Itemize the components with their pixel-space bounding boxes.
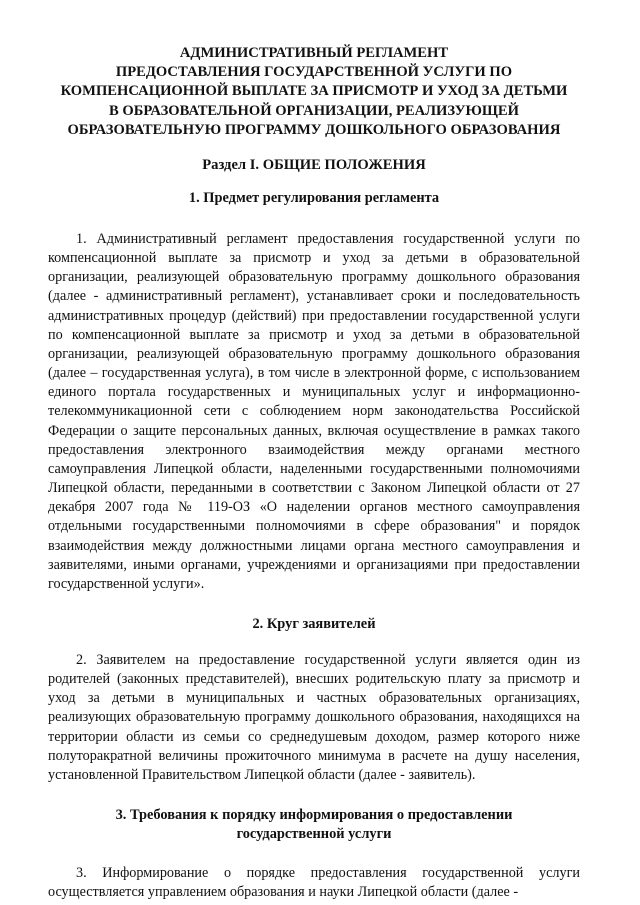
paragraph: 2. Заявителем на предоставление государственной услуги является один из родителей (законных представителей), внесших родительскую плату за присмотр и уход за детьми в муниципальных и частных образовательных организациях, реализующих образовательную программу дошкольного образования, находящихся на территории области из семьи со среднедушевым доходом, размер которого ниже полуторакратной величины прожиточного минимума в расчете на душу населения, установленной Правительством Липецкой области (далее - заявитель).	[48, 651, 580, 783]
paragraph: 1. Административный регламент предоставления государственной услуги по компенсационной выплате за присмотр и уход за детьми в образовательной организации, реализующей образовательную программу дошкольного образования (далее - административный регламент), устанавливает сроки и последовательность административных процедур (действий) при предоставлении государственной услуги по компенсационной выплате за присмотр и уход за детьми в образовательной организации, реализующей образовательную программу дошкольного образования (далее – государственная услуга), в том числе в электронной форме, с использованием единого портала государственных и муниципальных услуг и информационно-телекоммуникационной сети с соблюдением норм законодательства Российской Федерации о защите персональных данных, включая осуществление в рамках такого предоставления электронного взаимодействия между органами местного самоуправления Липецкой области, наделенными государственными полномочиями Липецкой области, переданными в соответствии с Законом Липецкой области от 27 декабря 2007 года № 119-ОЗ «О наделении органов местного самоуправления отдельными государственными полномочиями в сфере образования" и порядок взаимодействия между должностными лицами органа местного самоуправления и заявителями, иными органами, учреждениями и организациями при предоставлении государственной услуги».	[48, 231, 580, 592]
subsection-title	[48, 806, 580, 844]
subsection-title-line: 2. Круг заявителей	[252, 615, 376, 632]
title-line: ОБРАЗОВАТЕЛЬНУЮ ПРОГРАММУ ДОШКОЛЬНОГО ОБРАЗОВАНИЯ	[67, 121, 561, 138]
document-title	[48, 44, 580, 140]
paragraph: 3. Информирование о порядке предоставления государственной услуги осуществляется управлением образования и науки Липецкой области (далее -	[48, 865, 580, 901]
subsection-title-line: 1. Предмет регулирования регламента	[188, 190, 440, 207]
title-line: ПРЕДОСТАВЛЕНИЯ ГОСУДАРСТВЕННОЙ УСЛУГИ ПО	[115, 64, 513, 81]
title-line: КОМПЕНСАЦИОННОЙ ВЫПЛАТЕ ЗА ПРИСМОТР И УХОД ЗА ДЕТЬМИ	[60, 83, 568, 100]
subsection-title	[48, 615, 580, 634]
subsection-title	[48, 189, 580, 208]
subsection-title-line: 3. Требования к порядку информирования о предоставлении	[115, 807, 513, 824]
document-page	[48, 44, 580, 902]
section-title: Раздел I. ОБЩИЕ ПОЛОЖЕНИЯ	[202, 157, 426, 174]
title-line: В ОБРАЗОВАТЕЛЬНОЙ ОРГАНИЗАЦИИ, РЕАЛИЗУЮЩЕЙ	[108, 102, 520, 119]
title-line: АДМИНИСТРАТИВНЫЙ РЕГЛАМЕНТ	[179, 45, 449, 61]
subsection-title-line: государственной услуги	[236, 826, 392, 843]
